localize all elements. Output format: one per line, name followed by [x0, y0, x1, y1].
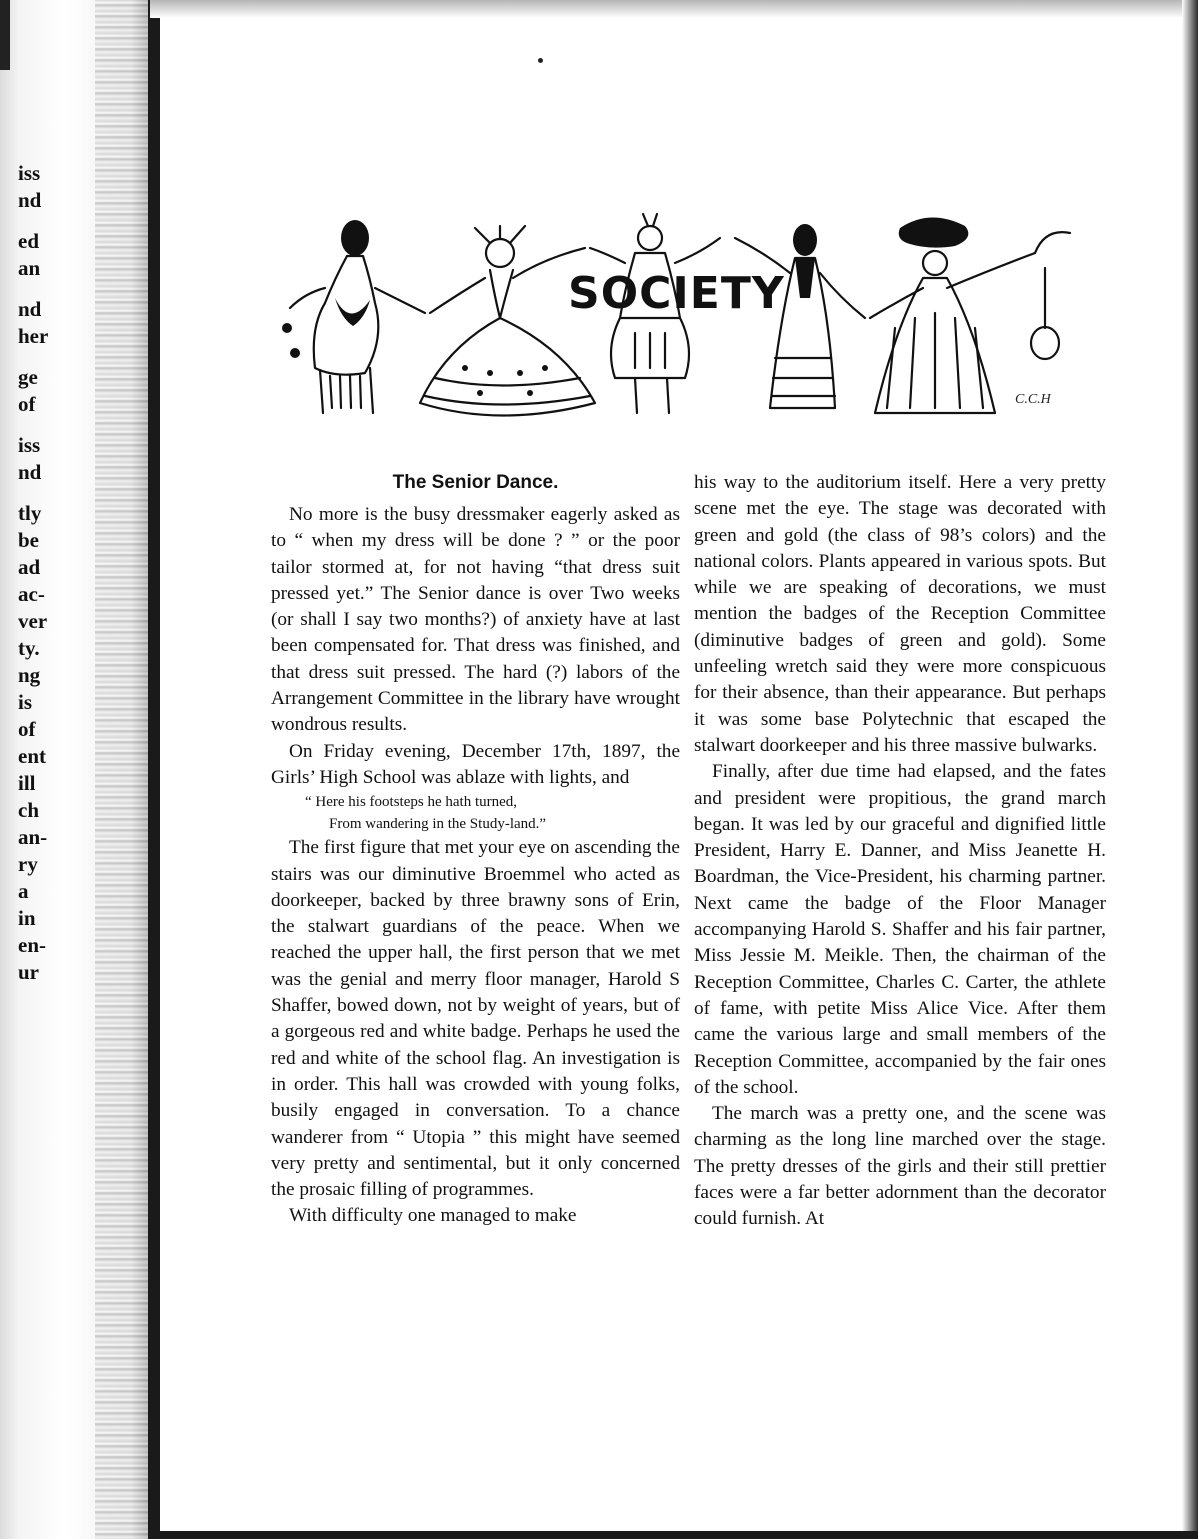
bleed-fragment: is	[18, 690, 33, 714]
article-paragraph: Finally, after due time had elapsed, and the fates and president were propitious, the grand march began. It was led by our graceful and dignified little President, Harry E. Danner, and Miss Jeanette H. Boardman, the Vice-President, his charming partner. Next came the badge of the Floor Manager accompanying Harold S. Shaffer and his fair partner, Miss Jessie M. Meikle. Then, the chairman of the Reception Committee, Charles C. Carter, the athlete of fame, with petite Miss Alice Vice. After them came the various large and small members of the Reception Committee, accompanied by the fair ones of the school.	[694, 761, 1106, 1098]
bleed-fragment: an	[18, 256, 41, 280]
bleed-fragment: ch	[18, 798, 39, 822]
article-paragraph: his way to the auditorium itself. Here a very pretty scene met the eye. The stage was decorated with green and gold (the class of 98’s colors) and the national colors. Plants appeared in various spots. But while we are speaking of decorations, we must mention the badges of the Reception Committee (diminutive badges of green and gold). Some unfeeling wretch said they were more conspicuous for their absence, than their appearance. But perhaps it was some base Polytechnic that escaped the stalwart doorkeeper and his three massive bulwarks.	[694, 472, 1106, 756]
bleed-fragment: ng	[18, 663, 41, 687]
lady-figure-1	[282, 220, 425, 413]
lady-figure-5	[870, 217, 1070, 413]
bleed-fragment: ur	[18, 960, 39, 984]
bleed-fragment: ge	[18, 365, 38, 389]
bleed-fragment: iss	[18, 433, 41, 457]
bleed-fragment: ad	[18, 555, 41, 579]
bleed-fragment: ent	[18, 744, 46, 768]
page-right-edge	[1182, 0, 1198, 1539]
verse-line: “ Here his footsteps he hath turned,	[305, 794, 518, 811]
article-paragraph: With difficulty one managed to make	[289, 1205, 577, 1227]
bleed-fragment: nd	[18, 188, 42, 212]
article-paragraph: The first figure that met your eye on ascending the stairs was our diminutive Broemmel who acted as doorkeeper, backed by three brawny sons of Erin, the stalwart guardians of the peace. When we reached the upper hall, the first person that we met was the genial and merry floor manager, Harold S Shaffer, bowed down, not by weight of years, but of a gorgeous red and white badge. Perhaps he used the red and white of the school flag. An investigation is in order. This hall was crowded with young folks, busily engaged in conversation. To a chance wanderer from “ Utopia ” this might have seemed very pretty and sentimental, but it only concerned the prosaic filling of programmes.	[271, 837, 680, 1201]
bleed-fragment: iss	[18, 161, 41, 185]
binding-notch	[0, 0, 10, 70]
bleed-fragment: ac-	[18, 582, 45, 606]
bleed-fragment: ill	[18, 771, 36, 795]
article-paragraph: The march was a pretty one, and the scene was charming as the long line marched over the stage. The pretty dresses of the girls and their still prettier faces were a far better adornment than the decorator could furnish. At	[694, 1103, 1106, 1230]
bleed-fragment: ty.	[18, 636, 40, 660]
article-paragraph: On Friday evening, December 17th, 1897, the Girls’ High School was ablaze with lights, and	[271, 740, 680, 788]
bleed-fragment: tly	[18, 501, 42, 525]
bleed-fragment: nd	[18, 297, 42, 321]
bleed-fragment: ver	[18, 609, 48, 633]
dancing-ladies-illustration	[275, 208, 1085, 440]
bleed-fragment: an-	[18, 825, 48, 849]
page-top-edge	[150, 0, 1198, 18]
binding-shadow	[95, 0, 150, 1539]
society-title: SOCIETY	[568, 268, 785, 319]
bleed-fragment: of	[18, 717, 36, 741]
bleed-fragment: a	[18, 879, 29, 903]
bleed-fragment: in	[18, 906, 36, 930]
page-bottom-edge	[150, 1531, 1198, 1539]
artist-signature: C.C.H	[1015, 392, 1051, 407]
bleed-fragment: nd	[18, 460, 42, 484]
article-right-column	[694, 470, 1106, 1233]
bleed-fragment: ed	[18, 229, 39, 253]
bleed-fragment: ry	[18, 852, 38, 876]
article-paragraph: No more is the busy dressmaker eagerly asked as to “ when my dress will be done ? ” or the poor tailor stormed at, for not having “that dress suit pressed yet.” The Senior dance is over Two weeks (or shall I say two months?) of anxiety have at last been compensated for. That dress was finished, and that dress suit pressed. The hard (?) labors of the Arrangement Committee in the library have wrought wondrous results.	[271, 504, 680, 736]
lady-figure-2	[420, 226, 595, 416]
ink-speck	[538, 58, 543, 63]
verse-line: From wandering in the Study-land.”	[329, 816, 547, 833]
verse-quote	[271, 791, 680, 835]
book-spine	[148, 0, 160, 1539]
article-title: The Senior Dance.	[392, 472, 559, 493]
article-left-column	[271, 470, 680, 1230]
bleed-fragment: en-	[18, 933, 46, 957]
facing-page-bleed	[18, 160, 98, 986]
bleed-fragment: be	[18, 528, 39, 552]
bleed-fragment: her	[18, 324, 49, 348]
bleed-fragment: of	[18, 392, 36, 416]
society-masthead-illustration	[275, 208, 1085, 440]
